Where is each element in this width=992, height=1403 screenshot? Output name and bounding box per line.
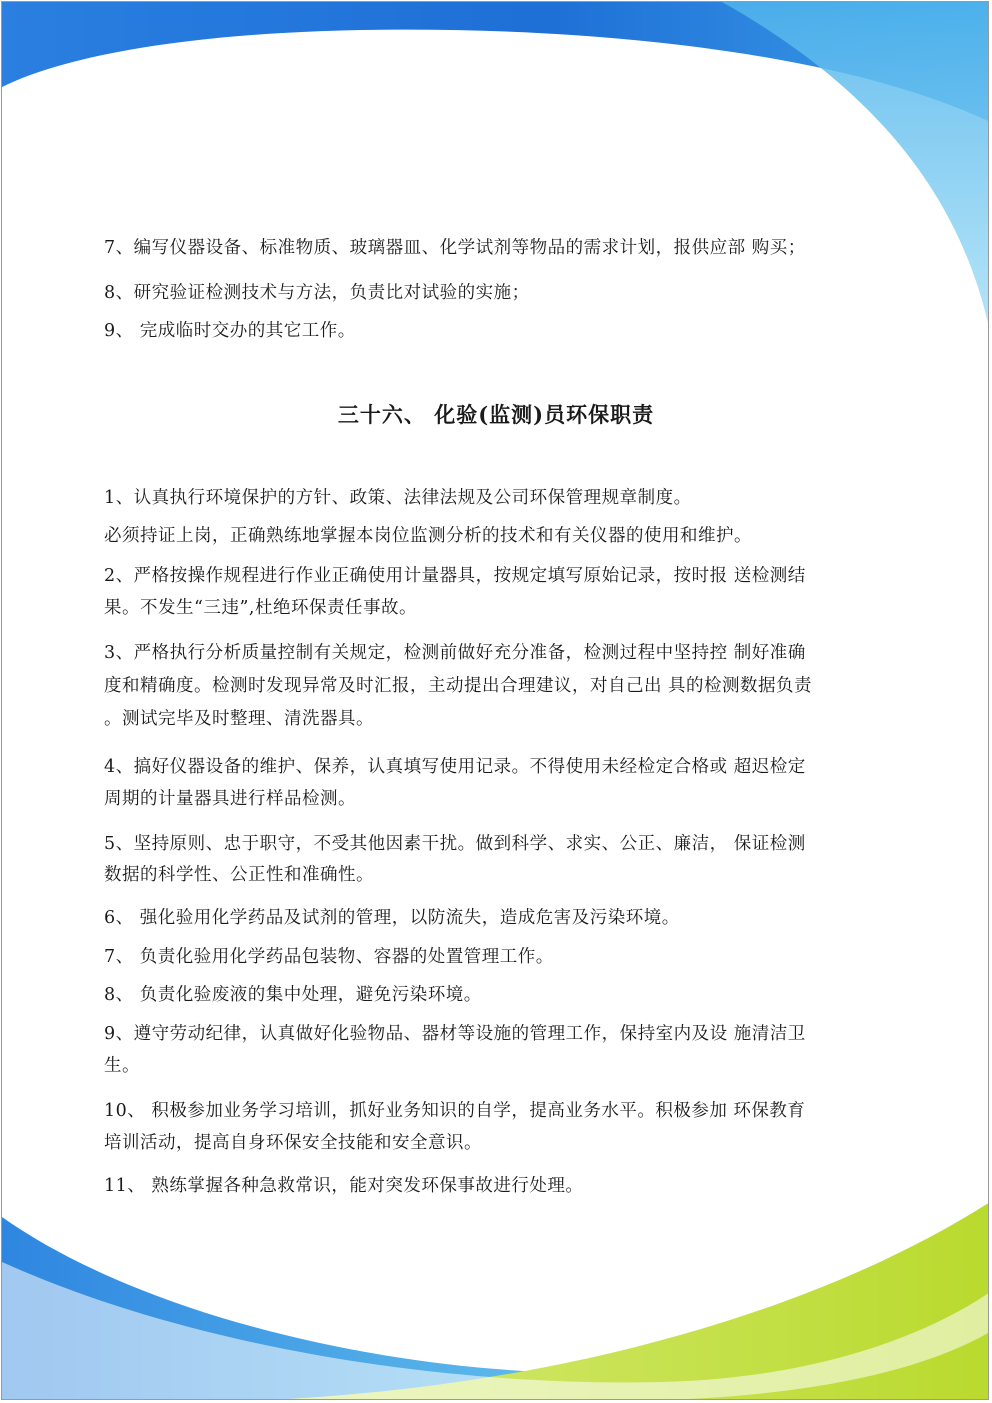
duty-line: 9、遵守劳动纪律，认真做好化验物品、器材等设施的管理工作，保持室内及设 施清洁卫 — [104, 1024, 806, 1044]
top-item-7: 7、编写仪器设备、标准物质、玻璃器皿、化学试剂等物品的需求计划，报供应部 购买； — [104, 238, 806, 258]
duty-line: 必须持证上岗，正确熟练地掌握本岗位监测分析的技术和有关仪器的使用和维护。 — [104, 526, 752, 546]
duty-line: 度和精确度。检测时发现异常及时汇报，主动提出合理建议，对自己出 具的检测数据负责 — [104, 676, 813, 696]
duty-line: 果。不发生“三违”,杜绝环保责任事故。 — [104, 598, 417, 618]
duty-line: 培训活动，提高自身环保安全技能和安全意识。 — [104, 1133, 482, 1153]
top-item-8: 8、研究验证检测技术与方法，负责比对试验的实施； — [104, 283, 530, 303]
section-title: 三十六、 化验(监测)员环保职责 — [337, 402, 655, 427]
duty-line: 7、 负责化验用化学药品包装物、容器的处置管理工作。 — [104, 947, 554, 967]
duty-line: 4、搞好仪器设备的维护、保养，认真填写使用记录。不得使用未经检定合格或 超迟检定 — [104, 757, 806, 777]
duty-line: 生。 — [104, 1056, 140, 1076]
duty-line: 周期的计量器具进行样品检测。 — [104, 789, 356, 809]
top-item-9: 9、 完成临时交办的其它工作。 — [104, 321, 356, 341]
duty-line: 6、 强化验用化学药品及试剂的管理，以防流失，造成危害及污染环境。 — [104, 908, 680, 928]
duty-line: 10、 积极参加业务学习培训，抓好业务知识的自学，提高业务水平。积极参加 环保教育 — [104, 1101, 806, 1121]
duty-line: 数据的科学性、公正性和准确性。 — [104, 865, 374, 885]
duty-line: 1、认真执行环境保护的方针、政策、法律法规及公司环保管理规章制度。 — [104, 488, 692, 508]
duty-line: 5、坚持原则、忠于职守，不受其他因素干扰。做到科学、求实、公正、廉洁， 保证检测 — [104, 834, 806, 854]
page — [1, 1, 989, 1400]
duty-line: 8、 负责化验废液的集中处理，避免污染环境。 — [104, 985, 482, 1005]
duty-line: 11、 熟练掌握各种急救常识，能对突发环保事故进行处理。 — [104, 1176, 584, 1196]
duty-line: 3、严格执行分析质量控制有关规定，检测前做好充分准备，检测过程中坚持控 制好准确 — [104, 643, 806, 663]
duty-line: 2、严格按操作规程进行作业正确使用计量器具，按规定填写原始记录，按时报 送检测结 — [104, 566, 806, 586]
document-content — [2, 2, 989, 1400]
duty-line: 。测试完毕及时整理、清洗器具。 — [104, 709, 374, 729]
